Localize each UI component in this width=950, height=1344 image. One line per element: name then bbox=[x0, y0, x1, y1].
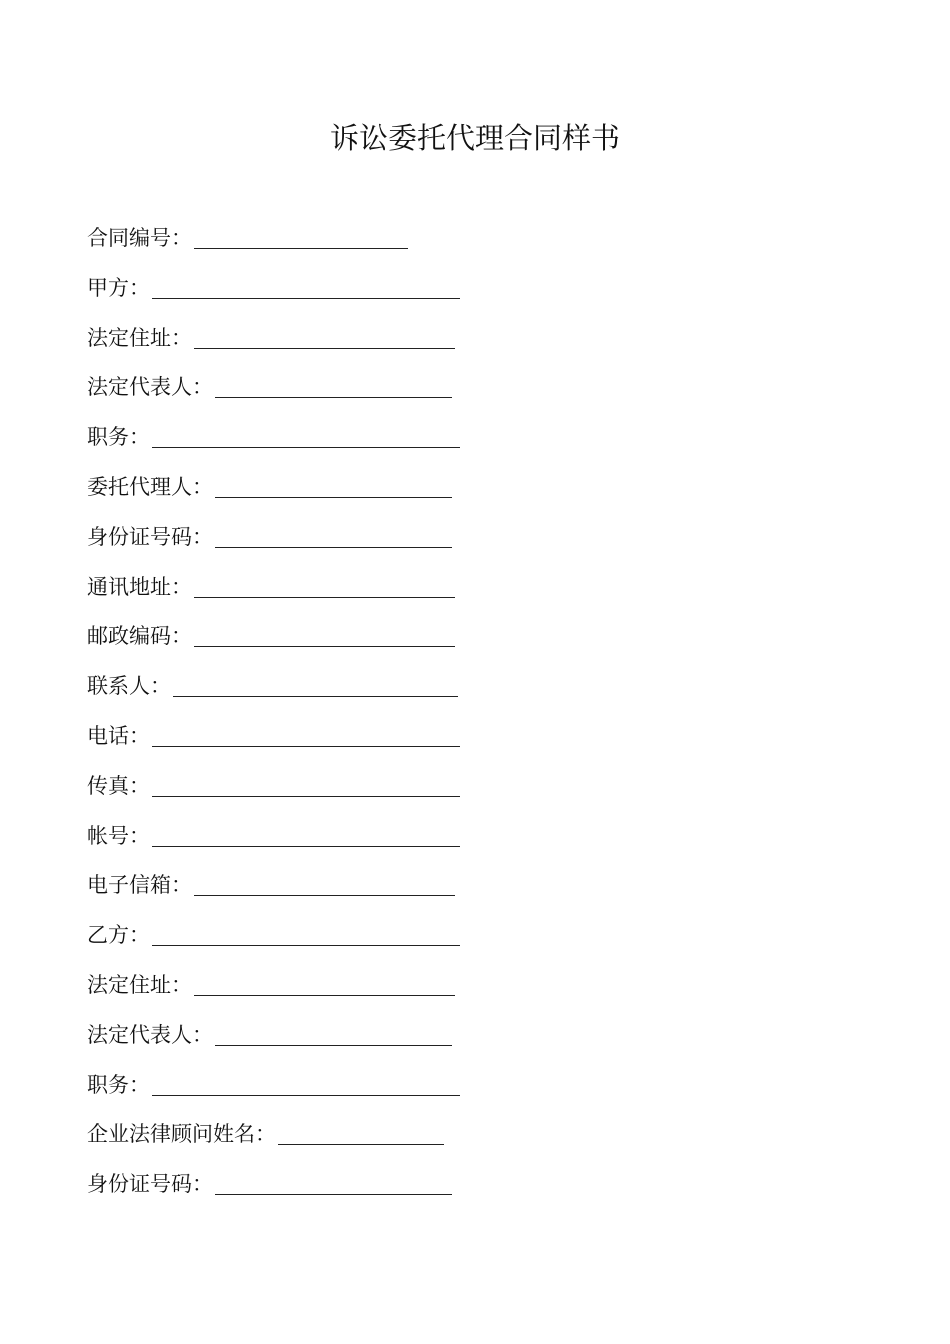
blank-line[interactable] bbox=[215, 519, 452, 548]
field-label: 法定住址： bbox=[87, 972, 192, 997]
blank-line[interactable] bbox=[194, 220, 408, 249]
form-fields bbox=[87, 217, 487, 1213]
blank-line[interactable] bbox=[194, 320, 455, 349]
blank-line[interactable] bbox=[194, 967, 455, 996]
blank-line[interactable] bbox=[194, 618, 455, 647]
blank-line[interactable] bbox=[152, 768, 460, 797]
field-label: 邮政编码： bbox=[87, 624, 192, 649]
field-email bbox=[87, 864, 487, 900]
field-legal-representative-b bbox=[87, 1014, 487, 1050]
field-label: 传真： bbox=[87, 773, 150, 798]
field-party-b bbox=[87, 914, 487, 950]
blank-line[interactable] bbox=[278, 1116, 444, 1145]
field-fax bbox=[87, 765, 487, 801]
blank-line[interactable] bbox=[173, 668, 458, 697]
blank-line[interactable] bbox=[152, 818, 460, 847]
blank-line[interactable] bbox=[215, 1017, 452, 1046]
blank-line[interactable] bbox=[152, 917, 460, 946]
field-label: 法定代表人： bbox=[87, 1022, 213, 1047]
field-label: 法定住址： bbox=[87, 325, 192, 350]
field-legal-representative bbox=[87, 366, 487, 402]
field-party-a bbox=[87, 267, 487, 303]
blank-line[interactable] bbox=[215, 369, 452, 398]
blank-line[interactable] bbox=[194, 867, 455, 896]
blank-line[interactable] bbox=[152, 419, 460, 448]
field-authorized-agent bbox=[87, 466, 487, 502]
field-label: 委托代理人： bbox=[87, 474, 213, 499]
field-id-number bbox=[87, 516, 487, 552]
field-contract-number bbox=[87, 217, 487, 253]
field-legal-counsel-name bbox=[87, 1113, 487, 1149]
field-label: 职务： bbox=[87, 1072, 150, 1097]
blank-line[interactable] bbox=[152, 1067, 460, 1096]
field-label: 企业法律顾问姓名： bbox=[87, 1122, 276, 1147]
field-label: 电子信箱： bbox=[87, 873, 192, 898]
blank-line[interactable] bbox=[215, 1166, 452, 1195]
field-label: 通讯地址： bbox=[87, 574, 192, 599]
field-label: 法定代表人： bbox=[87, 375, 213, 400]
field-label: 合同编号： bbox=[87, 226, 192, 250]
document-title: 诉讼委托代理合同样书 bbox=[329, 121, 620, 155]
field-label: 职务： bbox=[87, 425, 150, 450]
field-label: 联系人： bbox=[87, 674, 171, 699]
field-label: 帐号： bbox=[87, 823, 150, 848]
field-legal-address bbox=[87, 317, 487, 353]
field-phone bbox=[87, 715, 487, 751]
field-label: 电话： bbox=[87, 723, 150, 748]
field-label: 甲方： bbox=[87, 275, 150, 300]
field-legal-address-b bbox=[87, 964, 487, 1000]
field-label: 身份证号码： bbox=[87, 524, 213, 549]
blank-line[interactable] bbox=[152, 270, 460, 299]
blank-line[interactable] bbox=[152, 718, 460, 747]
field-id-number-b bbox=[87, 1163, 487, 1199]
field-contact-person bbox=[87, 665, 487, 701]
field-position bbox=[87, 416, 487, 452]
field-postal-code bbox=[87, 615, 487, 651]
field-position-b bbox=[87, 1064, 487, 1100]
field-label: 乙方： bbox=[87, 923, 150, 948]
blank-line[interactable] bbox=[215, 469, 452, 498]
field-account-number bbox=[87, 815, 487, 851]
field-label: 身份证号码： bbox=[87, 1172, 213, 1197]
field-mailing-address bbox=[87, 566, 487, 602]
blank-line[interactable] bbox=[194, 569, 455, 598]
